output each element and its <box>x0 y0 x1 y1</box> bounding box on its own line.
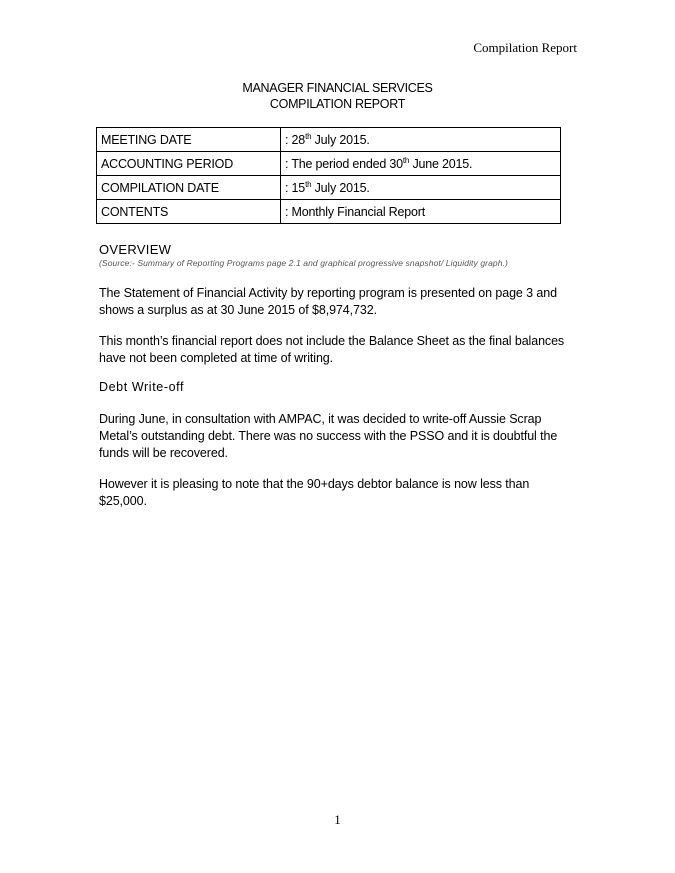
table-row <box>97 128 561 152</box>
debt-paragraph-1: During June, in consultation with AMPAC, it was decided to write-off Aussie Scrap Metal’s outstanding debt. There was no success with the PSSO and it is doubtful the funds will be recovered. <box>99 412 558 460</box>
row-value: : 28th July 2015. <box>281 128 561 152</box>
report-title <box>0 80 675 112</box>
table-row <box>97 200 561 224</box>
overview-paragraph-1: The Statement of Financial Activity by reporting program is presented on page 3 and shows a surplus as at 30 June 2015 of $8,974,732. <box>99 286 557 317</box>
row-value: : The period ended 30th June 2015. <box>281 152 561 176</box>
report-info-table <box>96 127 561 224</box>
row-label: ACCOUNTING PERIOD <box>97 152 281 176</box>
debt-writeoff-heading: Debt Write-off <box>99 380 185 394</box>
row-label: MEETING DATE <box>97 128 281 152</box>
overview-heading: OVERVIEW <box>99 242 172 257</box>
table-row <box>97 152 561 176</box>
debt-paragraph-2: However it is pleasing to note that the 90+days debtor balance is now less than $25,000. <box>99 477 530 508</box>
source-note: (Source:- Summary of Reporting Programs page 2.1 and graphical progressive snapshot/ Liquidity graph.) <box>99 258 508 268</box>
overview-paragraph-2: This month’s financial report does not include the Balance Sheet as the final balances have not been completed at time of writing. <box>99 334 565 365</box>
report-title-line-1: MANAGER FINANCIAL SERVICES <box>242 81 433 95</box>
report-title-line-2: COMPILATION REPORT <box>269 97 406 111</box>
table-row <box>97 176 561 200</box>
row-value: : 15th July 2015. <box>281 176 561 200</box>
row-label: COMPILATION DATE <box>97 176 281 200</box>
page-number: 1 <box>334 812 341 827</box>
row-value: : Monthly Financial Report <box>281 200 561 224</box>
running-header: Compilation Report <box>473 40 577 55</box>
row-label: CONTENTS <box>97 200 281 224</box>
